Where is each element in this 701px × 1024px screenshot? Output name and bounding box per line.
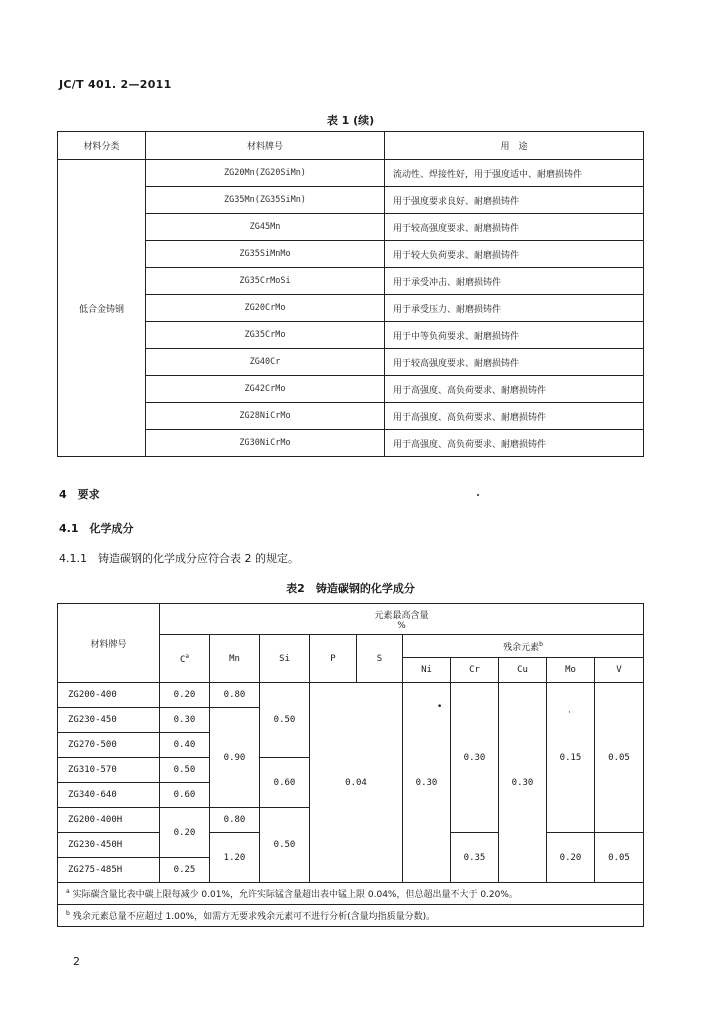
section-4-1-1-text: 4.1.1 铸造碳钢的化学成分应符合表 2 的规定。 [59, 552, 299, 565]
table2-c-value: 0.40 [160, 733, 210, 758]
table2-cr-value: 0.30 [451, 683, 499, 833]
table2-ps-value: 0.04 [310, 683, 403, 883]
table2 [57, 603, 644, 927]
table1-grade: ZG35CrMoSi [146, 268, 385, 295]
table2-header-mo: Mo [547, 658, 595, 683]
table1-category-cell: 低合金铸钢 [58, 160, 146, 457]
table2-c-value: 0.60 [160, 783, 210, 808]
table1-use: 用于承受压力、耐磨损铸件 [385, 295, 644, 322]
section-4-1-heading: 4.1 化学成分 [59, 522, 134, 535]
table2-si-value: 0.60 [260, 758, 310, 808]
table2-cr-value: 0.35 [451, 833, 499, 883]
table2-mo-value: 0.20 [547, 833, 595, 883]
table1-use: 用于中等负荷要求、耐磨损铸件 [385, 322, 644, 349]
table1-grade: ZG40Cr [146, 349, 385, 376]
table1-use: 用于高强度、高负荷要求、耐磨损铸件 [385, 430, 644, 457]
table2-v-value: 0.05 [595, 833, 644, 883]
table2-si-value: 0.50 [260, 683, 310, 758]
table2-ni-value: 0.30 [403, 683, 451, 883]
table1-grade: ZG30NiCrMo [146, 430, 385, 457]
table1-grade: ZG20Mn(ZG20SiMn) [146, 160, 385, 187]
table2-grade: ZG310-570 [58, 758, 160, 783]
table2-header-group [160, 604, 644, 635]
table2-mn-value: 1.20 [210, 833, 260, 883]
table2-c-value: 0.20 [160, 683, 210, 708]
table2-c-value: 0.50 [160, 758, 210, 783]
footnote-b-marker: b [66, 910, 70, 917]
table1-header-use: 用 途 [385, 132, 644, 160]
residual-title: 残余元素 [503, 642, 540, 653]
table2-header-mn: Mn [210, 635, 260, 683]
table2-caption: 表2 铸造碳钢的化学成分 [286, 582, 415, 595]
c-label: C [179, 654, 186, 665]
section-4-heading: 4 要求 [59, 488, 100, 501]
table2-group-title: 元素最高含量 [374, 610, 429, 621]
table1-use: 流动性、焊接性好，用于强度适中、耐磨损铸件 [385, 160, 644, 187]
table1-grade: ZG35CrMo [146, 322, 385, 349]
table1-caption: 表 1 (续) [326, 114, 375, 127]
table2-cu-value: 0.30 [499, 683, 547, 883]
table2-header-ni: Ni [403, 658, 451, 683]
table1-header-category: 材料分类 [58, 132, 146, 160]
document-code: JC/T 401. 2—2011 [59, 78, 172, 91]
table2-header-cr: Cr [451, 658, 499, 683]
table2-header-v: V [595, 658, 644, 683]
table2-grade: ZG200-400H [58, 808, 160, 833]
scan-speck: • [437, 702, 443, 712]
table1-use: 用于较高强度要求、耐磨损铸件 [385, 214, 644, 241]
table2-header-s: S [357, 635, 403, 683]
table2-mo-value: 0.15 [547, 683, 595, 833]
table1-use: 用于高强度、高负荷要求、耐磨损铸件 [385, 376, 644, 403]
table1 [57, 131, 644, 457]
table2-c-value: 0.20 [160, 808, 210, 858]
table1-grade: ZG35SiMnMo [146, 241, 385, 268]
footnote-a-text: 实际碳含量比表中碳上限每减少 0.01%，允许实际锰含量超出表中锰上限 0.04%，但总超出量不大于 0.20%。 [72, 890, 518, 900]
table2-header-c [160, 635, 210, 683]
footnote-a-marker: a [66, 888, 70, 895]
table2-footnote-a [58, 883, 644, 905]
table2-header-cu: Cu [499, 658, 547, 683]
table2-grade: ZG270-500 [58, 733, 160, 758]
table2-mn-value: 0.80 [210, 808, 260, 833]
table1-grade: ZG45Mn [146, 214, 385, 241]
table2-mn-value: 0.80 [210, 683, 260, 708]
table1-use: 用于承受冲击、耐磨损铸件 [385, 268, 644, 295]
table1-header-grade: 材料牌号 [146, 132, 385, 160]
scan-speck [477, 494, 479, 496]
footnote-b-mark: b [539, 640, 543, 648]
table2-mn-value: 0.90 [210, 708, 260, 808]
table1-grade: ZG35Mn(ZG35SiMn) [146, 187, 385, 214]
table2-header-grade: 材料牌号 [58, 604, 160, 683]
footnote-a-mark: a [185, 652, 190, 660]
table1-use: 用于较高强度要求、耐磨损铸件 [385, 349, 644, 376]
table2-si-value: 0.50 [260, 808, 310, 883]
table2-v-value: 0.05 [595, 683, 644, 833]
table2-grade: ZG200-400 [58, 683, 160, 708]
table2-grade: ZG230-450H [58, 833, 160, 858]
table1-grade: ZG20CrMo [146, 295, 385, 322]
table2-header-si: Si [260, 635, 310, 683]
table2-grade: ZG230-450 [58, 708, 160, 733]
table2-header-p: P [310, 635, 357, 683]
table2-footnote-b [58, 905, 644, 927]
table1-grade: ZG28NiCrMo [146, 403, 385, 430]
page-number: 2 [73, 955, 80, 968]
table2-c-value: 0.30 [160, 708, 210, 733]
table2-grade: ZG275-485H [58, 858, 160, 883]
table1-use: 用于高强度、高负荷要求、耐磨损铸件 [385, 403, 644, 430]
table2-grade: ZG340-640 [58, 783, 160, 808]
footnote-b-text: 残余元素总量不应超过 1.00%，如需方无要求残余元素可不进行分析(含量均指质量分数)。 [72, 912, 436, 922]
scan-speck: · [568, 708, 571, 718]
table2-group-unit: % [397, 620, 406, 631]
table1-grade: ZG42CrMo [146, 376, 385, 403]
table2-header-residual [403, 635, 644, 658]
table1-use: 用于强度要求良好、耐磨损铸件 [385, 187, 644, 214]
table2-c-value: 0.25 [160, 858, 210, 883]
table1-use: 用于较大负荷要求、耐磨损铸件 [385, 241, 644, 268]
